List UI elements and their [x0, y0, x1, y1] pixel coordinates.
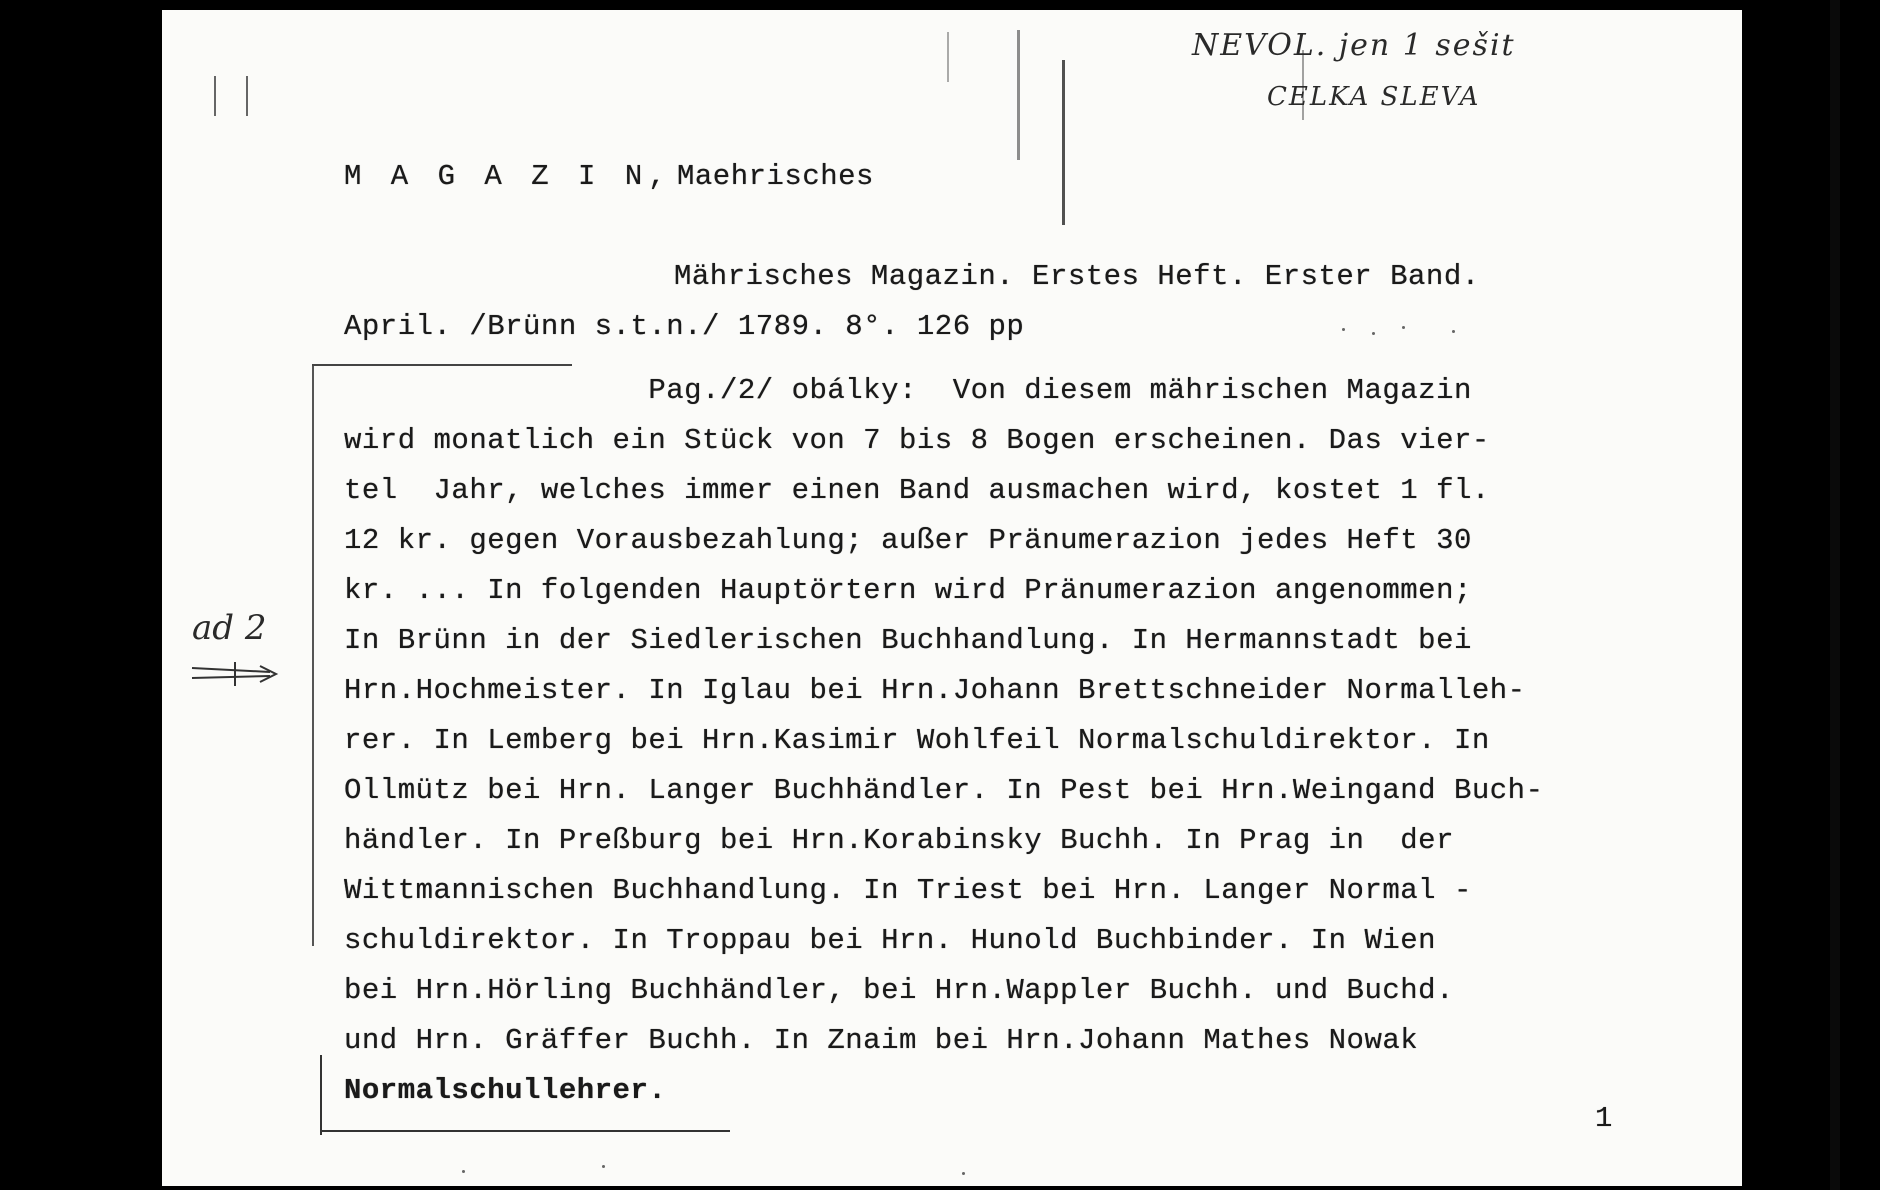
speck — [1452, 330, 1455, 333]
body-line: händler. In Preßburg bei Hrn.Korabinsky Buchh. In Prag in der — [344, 824, 1454, 857]
body-line: wird monatlich ein Stück von 7 bis 8 Bogen erscheinen. Das vier- — [344, 424, 1490, 457]
body-line: und Hrn. Gräffer Buchh. In Znaim bei Hrn.Johann Mathes Nowak — [344, 1024, 1419, 1057]
card-heading: M A G A Z I N, — [344, 160, 672, 193]
title-line-1: Mährisches Magazin. Erstes Heft. Erster Band. — [674, 260, 1480, 293]
bracket-line — [320, 1055, 322, 1135]
margin-arrow-icon — [190, 658, 280, 688]
body-line: Hrn.Hochmeister. In Iglau bei Hrn.Johann Brettschneider Normalleh- — [344, 674, 1526, 707]
bracket-line — [312, 366, 314, 946]
body-line: schuldirektor. In Troppau bei Hrn. Hunold Buchbinder. In Wien — [344, 924, 1437, 957]
body-line: Wittmannischen Buchhandlung. In Triest bei Hrn. Langer Normal - — [344, 874, 1472, 907]
body-line: kr. ... In folgenden Hauptörtern wird Pränumerazion angenommen; — [344, 574, 1472, 607]
speck — [1372, 332, 1375, 335]
body-line: Ollmütz bei Hrn. Langer Buchhändler. In Pest bei Hrn.Weingand Buch- — [344, 774, 1544, 807]
body-line: In Brünn in der Siedlerischen Buchhandlung. In Hermannstadt bei — [344, 624, 1472, 657]
speck — [462, 1170, 465, 1173]
scan-border — [1830, 0, 1840, 1190]
body-line: bei Hrn.Hörling Buchhändler, bei Hrn.Wappler Buchh. und Buchd. — [344, 974, 1454, 1007]
stamp-mark — [1017, 30, 1020, 160]
margin-tick-mark — [214, 76, 248, 116]
body-line: rer. In Lemberg bei Hrn.Kasimir Wohlfeil Normalschuldirektor. In — [344, 724, 1490, 757]
bracket-line — [320, 1130, 730, 1132]
stamp-mark — [1062, 60, 1065, 225]
handwritten-note-top: NEVOL. jen 1 sešit — [1192, 28, 1516, 63]
stamp-mark — [947, 32, 949, 82]
speck — [962, 1172, 965, 1175]
body-line: Pag./2/ obálky: Von diesem mährischen Magazin — [344, 374, 1472, 407]
catalog-card — [162, 10, 1742, 1186]
bracket-line — [312, 364, 572, 366]
scan-border — [1742, 10, 1762, 1186]
body-line: tel Jahr, welches immer einen Band ausmachen wird, kostet 1 fl. — [344, 474, 1490, 507]
title-line-2: April. /Brünn s.t.n./ 1789. 8°. 126 pp — [344, 310, 1025, 343]
handwritten-margin-note: ad 2 — [192, 608, 267, 648]
speck — [602, 1165, 605, 1168]
page-number: 1 — [1595, 1102, 1613, 1135]
body-line: 12 kr. gegen Vorausbezahlung; außer Pränumerazion jedes Heft 30 — [344, 524, 1472, 557]
speck — [1342, 328, 1345, 331]
handwritten-note-top-2: CELKA SLEVA — [1267, 82, 1481, 112]
body-line: Normalschullehrer. — [344, 1074, 667, 1107]
card-heading-sub: Maehrisches — [677, 160, 874, 193]
speck — [1402, 326, 1405, 329]
